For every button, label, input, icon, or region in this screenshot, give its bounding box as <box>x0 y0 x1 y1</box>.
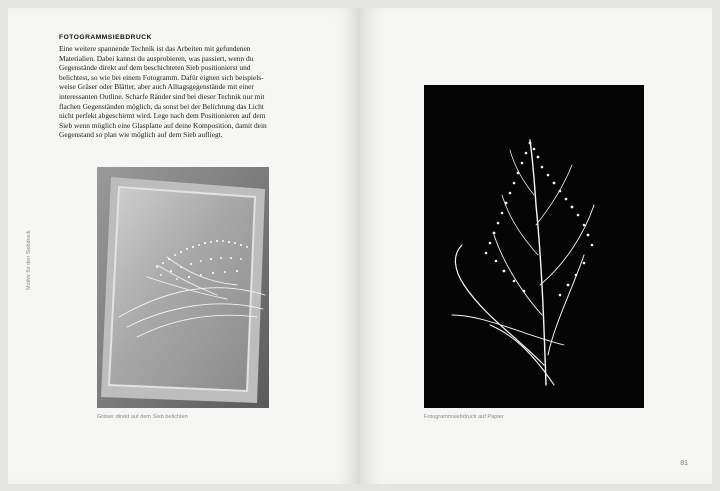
screen-frame-illustration <box>97 167 269 408</box>
screen-frame-photo <box>97 167 269 408</box>
page-number: 81 <box>680 460 688 467</box>
body-line: Gegenstände direkt auf dem beschichteten Sieb positionierst und <box>59 63 251 73</box>
body-line: belichtest, so wie bei einem Fotogramm. Dafür eignen sich beispiels- <box>59 72 264 82</box>
right-photo-caption: Fotogrammsiebdruck auf Papier <box>424 414 504 420</box>
body-line: interessanten Outline. Scharfe Ränder sind bei dieser Technik nur mit <box>59 91 265 101</box>
body-line: nicht perfekt abgeschirmt wird. Lege nach dem Positionieren auf dem <box>59 111 266 121</box>
body-line: Eine weitere spannende Technik ist das Arbeiten mit gefundenen <box>59 44 251 53</box>
body-line: Materialien. Dabei kannst du ausprobieren, was passiert, wenn du <box>59 53 254 63</box>
section-heading: FOTOGRAMMSIEBDRUCK <box>59 34 152 41</box>
body-line: Sieb wenn möglich eine Glasplatte auf deine Komposition, damit dein <box>59 120 267 130</box>
body-paragraph <box>59 44 289 140</box>
left-photo-caption: Gräser direkt auf dem Sieb belichten <box>97 414 188 420</box>
body-line: flachen Gegenständen möglich, da sonst bei der Belichtung das Licht <box>59 101 264 111</box>
running-section-label: Motive für den Siebdruck <box>26 230 32 290</box>
body-line: weise Gräser oder Blätter, aber auch Alltagsgegenstände mit einer <box>59 82 254 92</box>
body-line: Gegenstand so plan wie möglich auf dem Sieb aufliegt. <box>59 130 223 140</box>
grass-photogram-illustration <box>424 85 644 408</box>
photogram-photo <box>424 85 644 408</box>
